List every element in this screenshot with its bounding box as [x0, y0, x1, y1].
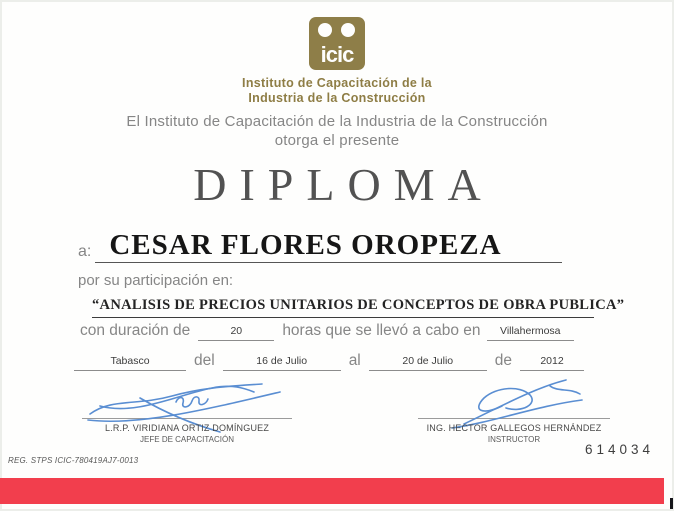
duration-city-value: Villahermosa	[487, 325, 574, 341]
duration-middle: horas que se llevó a cabo en	[282, 322, 481, 339]
signature-right-ink	[424, 380, 604, 422]
signature-left-ink	[84, 380, 290, 422]
al-label: al	[348, 352, 361, 369]
corner-mark	[670, 498, 673, 509]
icic-logo-icon	[309, 17, 365, 70]
logo-dot-left	[318, 23, 332, 37]
signatory-right-title: INSTRUCTOR	[487, 435, 541, 444]
recipient-label: a:	[78, 243, 92, 260]
duration-prefix: con duración de	[80, 322, 191, 339]
intro-text	[0, 112, 674, 150]
duration-row	[80, 322, 574, 341]
logo-container	[0, 17, 674, 70]
signatory-left-name: L.R.P. VIRIDIANA ORTIZ DOMÍNGUEZ	[104, 423, 270, 433]
date-row	[74, 352, 584, 371]
logo-text: icic	[320, 42, 354, 67]
del-label: del	[194, 352, 215, 369]
institute-name-line2: Industria de la Construcción	[248, 91, 426, 105]
state-value: Tabasco	[74, 355, 186, 371]
signatory-right-name: ING. HECTOR GALLEGOS HERNÁNDEZ	[426, 423, 602, 433]
signatory-left-title: JEFE DE CAPACITACIÓN	[140, 435, 234, 444]
start-date-value: 16 de Julio	[223, 355, 341, 371]
signature-line-left	[82, 418, 292, 419]
de-label: de	[494, 352, 513, 369]
recipient-name: CESAR FLORES OROPEZA	[95, 228, 562, 263]
year-value: 2012	[520, 355, 584, 371]
signature-block-right	[418, 380, 610, 444]
participation-label: por su participación en:	[78, 272, 234, 289]
logo-dot-right	[341, 23, 355, 37]
folio-number: 614034	[584, 442, 654, 457]
course-title: “ANALISIS DE PRECIOS UNITARIOS DE CONCEPTOS DE OBRA PUBLICA”	[92, 297, 594, 318]
registration-number: REG. STPS ICIC-780419AJ7-0013	[8, 456, 139, 465]
signature-line-right	[418, 418, 610, 419]
intro-line2: otorga el presente	[274, 132, 400, 149]
intro-line1: El Instituto de Capacitación de la Industria de la Construcción	[126, 113, 548, 130]
institute-name	[0, 76, 674, 106]
recipient-row	[78, 228, 562, 263]
institute-name-line1: Instituto de Capacitación de la	[242, 76, 432, 90]
duration-hours-value: 20	[198, 325, 274, 341]
end-date-value: 20 de Julio	[369, 355, 487, 371]
diploma-title: DIPLOMA	[193, 159, 494, 210]
red-bottom-bar	[0, 478, 664, 504]
signature-block-left	[82, 380, 292, 444]
